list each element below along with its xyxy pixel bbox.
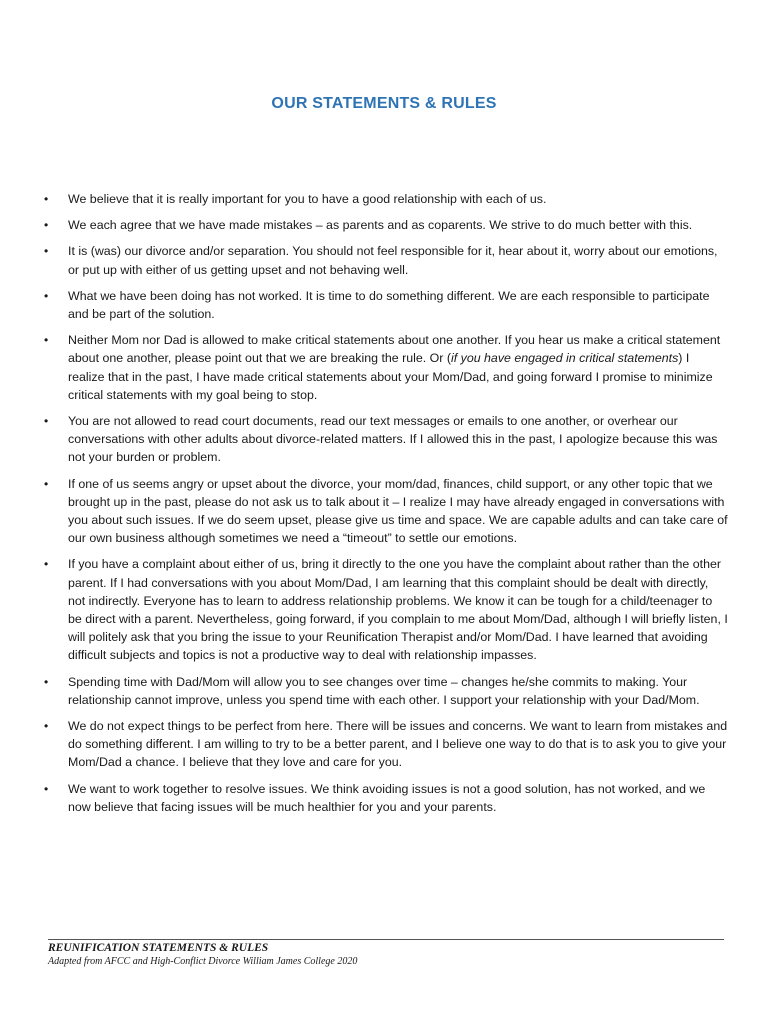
- rule-item: [44, 673, 728, 709]
- bullet-icon: •: [44, 719, 49, 734]
- rule-item: [44, 475, 728, 548]
- rule-item: [44, 216, 728, 234]
- rule-text: If one of us seems angry or upset about the divorce, your mom/dad, finances, child support, or any other topic that we brought up in the past, please do not ask us to talk about it – I realize I may have already engaged in conversations with you about such issues. If we do seem upset, please give us time and space. We are capable adults and can take care of our own business although sometimes we need a “timeout” to settle our emotions.: [68, 476, 728, 546]
- rule-text: [68, 333, 720, 402]
- rule-item: [44, 717, 728, 772]
- rule-item: [44, 287, 728, 323]
- rule-item: [44, 190, 728, 208]
- rule-item: [44, 412, 728, 467]
- rule-text: We do not expect things to be perfect from here. There will be issues and concerns. We want to learn from mistakes and do something different. I am willing to try to be a better parent, and I believe one way to do that is to ask you to give your Mom/Dad a chance. I believe that they love and care for you.: [68, 719, 728, 770]
- footer-credit: Adapted from AFCC and High-Conflict Divorce William James College 2020: [48, 956, 358, 967]
- bullet-icon: •: [44, 192, 49, 206]
- rule-item: [44, 242, 728, 278]
- rule-item: [44, 555, 728, 664]
- rule-text: We want to work together to resolve issues. We think avoiding issues is not a good solution, has not worked, and we now believe that facing issues will be much healthier for you and your parents.: [68, 781, 706, 814]
- rule-text: Spending time with Dad/Mom will allow you to see changes over time – changes he/she commits to making. Your relationship cannot improve, unless you spend time with each other. I support your relationship with your Dad/Mom.: [68, 674, 700, 707]
- rules-list: [44, 190, 728, 824]
- rule-text: If you have a complaint about either of us, bring it directly to the one you have the complaint about rather than the other parent. If I had conversations with you about Mom/Dad, I am learning that this complaint should be dealt with directly, not indirectly. Everyone has to learn to address relationship problems. We know it can be tough for a child/teenager to be direct with a parent. Nevertheless, going forward, if you complain to me about Mom/Dad, although I will briefly listen, I will politely ask that you bring the issue to your Reunification Therapist and/or Mom/Dad. I have learned that avoiding difficult subjects and topics is not a productive way to deal with relationship impasses.: [68, 557, 728, 663]
- rule-item: [44, 331, 728, 404]
- rule-text: We believe that it is really important for you to have a good relationship with each of us.: [68, 192, 547, 206]
- bullet-icon: •: [44, 333, 49, 348]
- page-footer: [48, 939, 724, 968]
- bullet-icon: •: [44, 557, 49, 572]
- rule-text-italic: if you have engaged in critical statements: [450, 351, 679, 366]
- rule-text: We each agree that we have made mistakes – as parents and as coparents. We strive to do much better with this.: [68, 218, 693, 233]
- rule-text: What we have been doing has not worked. It is time to do something different. We are each responsible to participate and be part of the solution.: [68, 288, 710, 322]
- rule-item: [44, 780, 728, 816]
- page-title: OUR STATEMENTS & RULES: [271, 95, 497, 112]
- rule-text-part: Neither Mom nor Dad is allowed to make critical statements about one another. If you hear us make a critical statement about one another, please point out that we are breaking the rule. Or (: [68, 333, 721, 366]
- rule-text: You are not allowed to read court documents, read our text messages or emails to one another, or overhear our conversations with other adults about divorce-related matters. If I allowed this in the past, I apologize because this was not your burden or problem.: [68, 414, 718, 465]
- bullet-icon: •: [44, 288, 49, 303]
- bullet-icon: •: [44, 674, 49, 689]
- bullet-icon: •: [44, 476, 49, 491]
- rule-text-part: ) I realize that in the past, I have made critical statements about your Mom/Dad, and going forward I promise to minimize critical statements with my goal being to stop.: [68, 351, 713, 402]
- bullet-icon: •: [44, 781, 49, 796]
- bullet-icon: •: [44, 414, 49, 429]
- bullet-icon: •: [44, 218, 49, 233]
- rule-text: It is (was) our divorce and/or separation. You should not feel responsible for it, hear about it, worry about our emotions, or put up with either of us getting upset and not behaving well.: [68, 244, 718, 277]
- footer-title: REUNIFICATION STATEMENTS & RULES: [48, 942, 269, 954]
- bullet-icon: •: [44, 244, 49, 259]
